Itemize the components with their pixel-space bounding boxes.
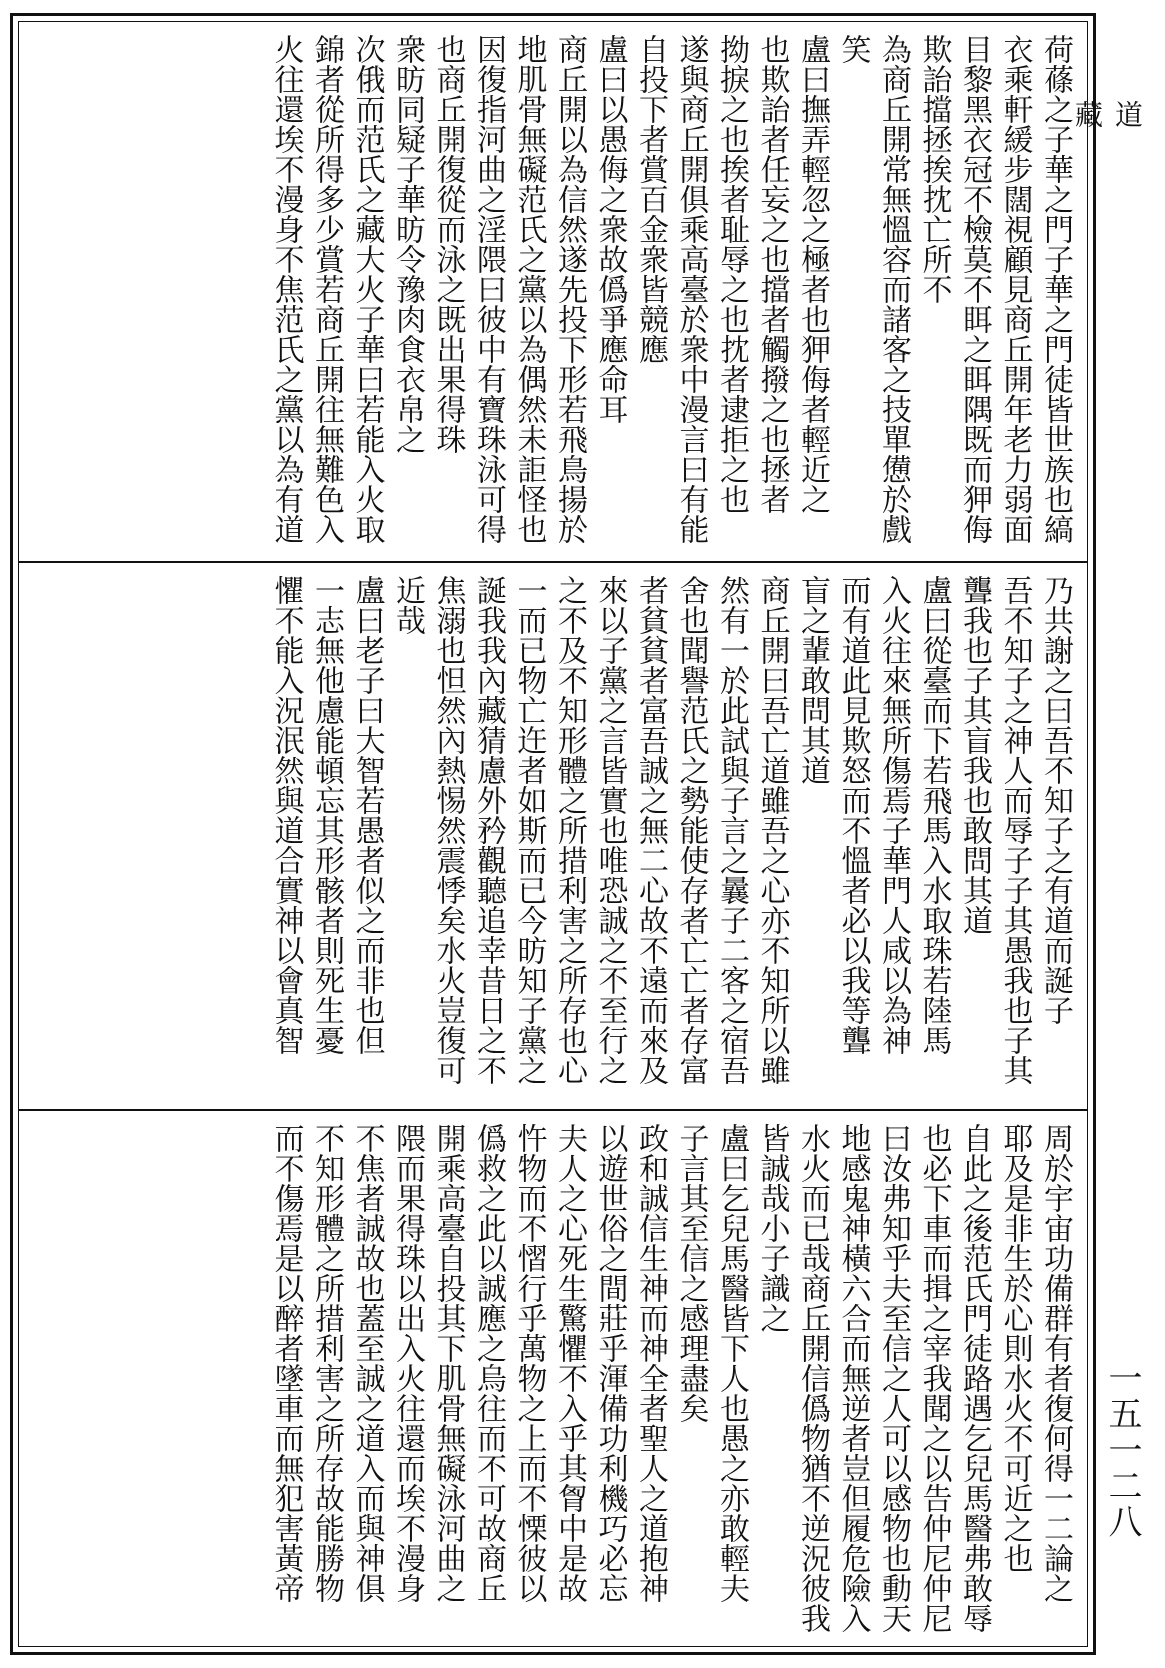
- text-columns: [47, 1123, 1075, 1638]
- text-column: 皆誠哉小子識之: [754, 1123, 790, 1333]
- text-column: 荷蓧之子華之門子華之門徒皆世族也縞: [1038, 34, 1073, 544]
- text-column: 之不及不知形體之所措利害之所存也心: [552, 575, 587, 1085]
- text-column: 盧曰從臺而下若飛馬入水取珠若陸馬: [916, 575, 952, 1055]
- text-column: 一而已物亡迕者如斯而已今昉知子黨之: [511, 575, 547, 1085]
- text-column: 聾我也子其盲我也敢問其道: [957, 575, 992, 935]
- text-column: 因復指河曲之淫隈曰彼中有寶珠泳可得: [471, 34, 506, 544]
- text-column: 開乘高臺自投其下肌骨無礙泳河曲之: [430, 1123, 466, 1603]
- page-frame-inner: [18, 21, 1088, 1647]
- text-column: 次俄而范氏之藏大火子華曰若能入火取: [349, 34, 385, 544]
- volume-title: 道藏: [1071, 100, 1144, 238]
- text-column: 一志無他慮能頓忘其形骸者則死生憂: [309, 575, 344, 1055]
- text-column: 忤物而不慴行乎萬物之上而不慄彼以: [511, 1123, 547, 1603]
- text-column: 以遊世俗之間莊乎渾備功利機巧必忘: [592, 1123, 628, 1603]
- text-column: 不焦者誠故也蓋至誠之道入而與神俱: [349, 1123, 385, 1603]
- page-number: 一五一二八: [1102, 1360, 1142, 1540]
- text-column: 欺詒擋拯挨抌亡所不: [916, 34, 952, 304]
- text-column: 盲之輩敢問其道: [795, 575, 830, 785]
- text-column: 僞救之此以誠應之烏往而不可故商丘: [471, 1123, 506, 1603]
- text-column: 入火往來無所傷焉子華門人咸以為神: [876, 575, 911, 1055]
- text-column: 盧曰老子曰大智若愚者似之而非也但: [349, 575, 385, 1055]
- text-panel-bottom: [19, 1111, 1087, 1646]
- text-column: 政和誠信生神而神全者聖人之道抱神: [633, 1123, 668, 1603]
- text-column: 焦溺也怛然內熱惕然震悸矣水火豈復可: [430, 575, 466, 1085]
- text-column: 懼不能入況泯然與道合實神以會真智: [268, 575, 304, 1055]
- text-column: 商丘開以為信然遂先投下形若飛鳥揚於: [552, 34, 587, 544]
- text-column: 也必下車而揖之宰我聞之以告仲尼仲尼: [916, 1123, 952, 1633]
- text-column: 舍也聞譽范氏之勢能使存者亡亡者存富: [673, 575, 709, 1085]
- text-columns: [47, 34, 1075, 553]
- text-column: 衣乘軒緩步闊視顧見商丘開年老力弱面: [997, 34, 1033, 544]
- text-column: 火往還埃不漫身不焦范氏之黨以為有道: [268, 34, 304, 544]
- text-column: 曰汝弗知乎夫至信之人可以感物也動天: [876, 1123, 911, 1633]
- text-column: 近哉: [390, 575, 425, 635]
- text-column: 盧曰撫弄輕忽之極者也狎侮者輕近之: [795, 34, 830, 514]
- text-column: 誕我我內藏猜慮外矜觀聽追幸昔日之不: [471, 575, 506, 1085]
- text-column: 衆昉同疑子華昉令豫肉食衣帛之: [390, 34, 425, 454]
- page-frame: [10, 13, 1096, 1655]
- text-column: 為商丘開常無慍容而諸客之技單憊於戲: [876, 34, 911, 544]
- text-column: 而不傷焉是以醉者墜車而無犯害黃帝: [268, 1123, 304, 1603]
- text-column: 盧曰乞兒馬醫皆下人也愚之亦敢輕夫: [714, 1123, 749, 1603]
- text-column: 笑: [835, 34, 871, 64]
- text-panel-top: [19, 22, 1087, 561]
- text-column: 吾不知子之神人而辱子子其愚我也子其: [997, 575, 1033, 1085]
- text-column: 商丘開曰吾亡道雖吾之心亦不知所以雖: [754, 575, 790, 1085]
- text-column: 而有道此見欺怒而不慍者必以我等聾: [835, 575, 871, 1055]
- text-column: 目黎黑衣冠不檢莫不眲之眲隅既而狎侮: [957, 34, 992, 544]
- text-column: 者貧貧者富吾誠之無二心故不遠而來及: [633, 575, 668, 1085]
- text-column: 不知形體之所措利害之所存故能勝物: [309, 1123, 344, 1603]
- text-column: 錦者從所得多少賞若商丘開往無難色入: [309, 34, 344, 544]
- text-column: 夫人之心死生驚懼不入乎其胷中是故: [552, 1123, 587, 1603]
- text-column: 地感鬼神橫六合而無逆者豈但履危險入: [835, 1123, 871, 1633]
- text-column: 拗捩之也挨者耻辱之也抌者逮拒之也: [714, 34, 749, 514]
- text-column: 自投下者賞百金衆皆競應: [633, 34, 668, 364]
- text-column: 也欺詒者任妄之也擋者觸撥之也拯者: [754, 34, 790, 514]
- text-column: 耶及是非生於心則水火不可近之也: [997, 1123, 1033, 1573]
- text-column: 隈而果得珠以出入火往還而埃不漫身: [390, 1123, 425, 1603]
- text-column: 地肌骨無礙范氏之黨以為偶然未詎怪也: [511, 34, 547, 544]
- text-column: 盧曰以愚侮之衆故僞爭應命耳: [592, 34, 628, 424]
- text-columns: [47, 575, 1075, 1101]
- text-column: 也商丘開復從而泳之既出果得珠: [430, 34, 466, 454]
- text-column: 自此之後范氏門徒路遇乞兒馬醫弗敢辱: [957, 1123, 992, 1633]
- text-column: 遂與商丘開俱乘高臺於衆中漫言曰有能: [673, 34, 709, 544]
- text-column: 來以子黨之言皆實也唯恐誠之不至行之: [592, 575, 628, 1085]
- text-panel-middle: [19, 563, 1087, 1109]
- text-column: 乃共謝之曰吾不知子之有道而誕子: [1038, 575, 1073, 1025]
- text-column: 子言其至信之感理盡矣: [673, 1123, 709, 1423]
- text-column: 周於宇宙功備群有者復何得一二論之: [1038, 1123, 1073, 1603]
- text-column: 水火而已哉商丘開信僞物猶不逆況彼我: [795, 1123, 830, 1633]
- text-column: 然有一於此試與子言之曩子二客之宿吾: [714, 575, 749, 1085]
